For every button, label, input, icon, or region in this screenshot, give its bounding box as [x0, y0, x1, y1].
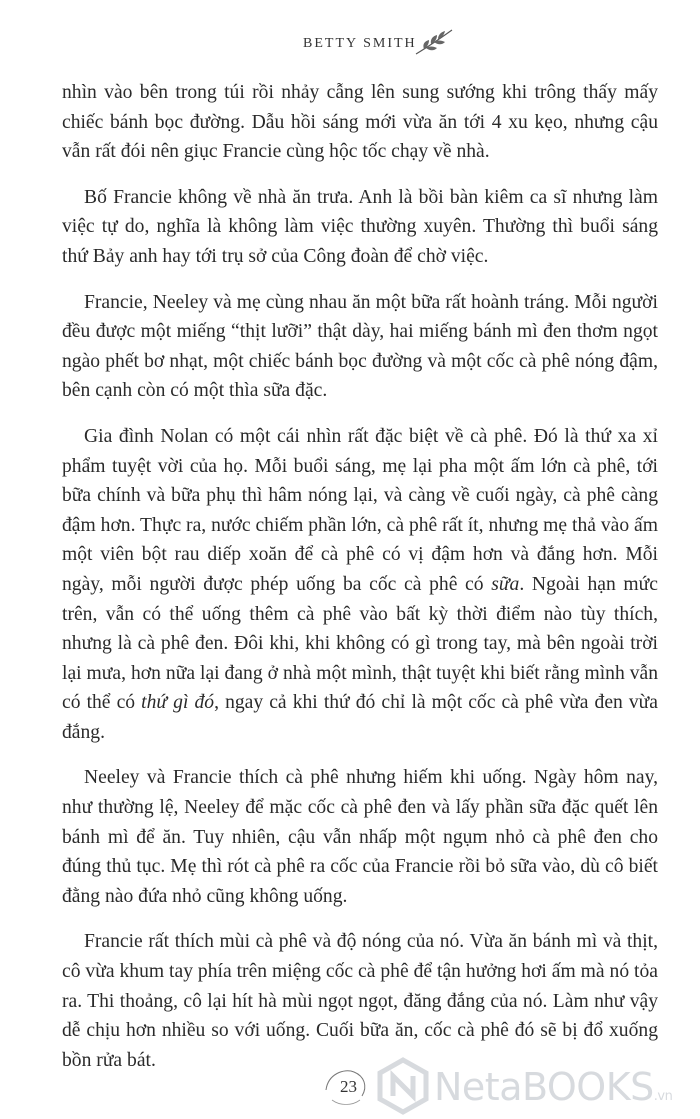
italic-text: sữa	[491, 573, 520, 595]
paragraph: Bố Francie không về nhà ăn trưa. Anh là bồi bàn kiêm ca sĩ nhưng làm việc tự do, nghĩa là không làm việc thường xuyên. Thường thì buổi sáng thứ Bảy anh hay tới trụ sở của Công đoàn để chờ việc.	[62, 186, 658, 267]
page-body	[62, 78, 658, 1091]
page-number: 23	[340, 1077, 357, 1096]
author-name: BETTY SMITH	[303, 36, 417, 51]
running-header	[0, 36, 700, 60]
paragraph: Neeley và Francie thích cà phê nhưng hiếm khi uống. Ngày hôm nay, như thường lệ, Neeley để mặc cốc cà phê đen và lấy phần sữa đặc quết lên bánh mì để ăn. Tuy nhiên, cậu vẫn nhấp một ngụm nhỏ cà phê đen cho đúng thủ tục. Mẹ thì rót cà phê ra cốc của Francie rồi bỏ sữa vào, dù cô biết đằng nào đứa nhỏ cũng không uống.	[62, 767, 658, 907]
paragraph	[62, 422, 658, 748]
italic-text: thứ gì đó	[141, 692, 215, 714]
watermark	[376, 1056, 686, 1116]
text-run: . Ngoài hạn mức trên, vẫn có thể uống thêm cà phê vào bất kỳ thời điểm nào tùy thích, nhưng là cà phê đen. Đôi khi, khi không có gì trong tay, mà bên ngoài trời lại mưa, hơn nữa lại đang ở nhà một mình, thật tuyệt khi biết rằng mình vẫn có thể có	[62, 573, 658, 714]
watermark-brand: NetaBOOKS	[434, 1065, 654, 1109]
watermark-tld: .vn	[653, 1089, 673, 1104]
paragraph: Francie, Neeley và mẹ cùng nhau ăn một bữa rất hoành tráng. Mỗi người đều được một miếng “thịt lưỡi” thật dày, hai miếng bánh mì đen thơm ngọt ngào phết bơ nhạt, một chiếc bánh bọc đường và một cốc cà phê nóng đậm, bên cạnh còn có một thìa sữa đặc.	[62, 291, 658, 402]
watermark-text	[434, 1065, 672, 1109]
page-footer	[0, 1050, 700, 1119]
leaf-sprig-icon	[414, 28, 454, 58]
netabooks-logo-icon	[376, 1056, 430, 1116]
text-run: Gia đình Nolan có một cái nhìn rất đặc biệt về cà phê. Đó là thứ xa xỉ phẩm tuyệt vời của họ. Mỗi buổi sáng, mẹ lại pha một ấm lớn cà phê, tới bữa chính và bữa phụ thì hâm nóng lại, và càng về cuối ngày, cà phê càng đậm hơn. Thực ra, nước chiếm phần lớn, cà phê rất ít, nhưng mẹ thả vào ấm một viên bột rau diếp xoăn để cà phê có vị đậm hơn và đắng hơn. Mỗi ngày, mỗi người được phép uống ba cốc cà phê có	[62, 425, 658, 595]
paragraph: Francie rất thích mùi cà phê và độ nóng của nó. Vừa ăn bánh mì và thịt, cô vừa khum tay phía trên miệng cốc cà phê để tận hưởng hơi ấm mà nó tỏa ra. Thi thoảng, cô lại hít hà mùi ngọt ngọt, đăng đắng của nó. Làm như vậy dễ chịu hơn nhiều so với uống. Cuối bữa ăn, cốc cà phê đó sẽ bị đổ xuống bồn rửa bát.	[62, 931, 658, 1071]
text-run: , ngay cả khi thứ đó chỉ là một cốc cà phê vừa đen vừa đắng.	[62, 692, 659, 743]
paragraph: nhìn vào bên trong túi rồi nhảy cẫng lên sung sướng khi trông thấy mấy chiếc bánh bọc đường. Dẫu hồi sáng mới vừa ăn tới 4 xu kẹo, nhưng cậu vẫn rất đói nên giục Francie cùng hộc tốc chạy về nhà.	[62, 82, 658, 163]
